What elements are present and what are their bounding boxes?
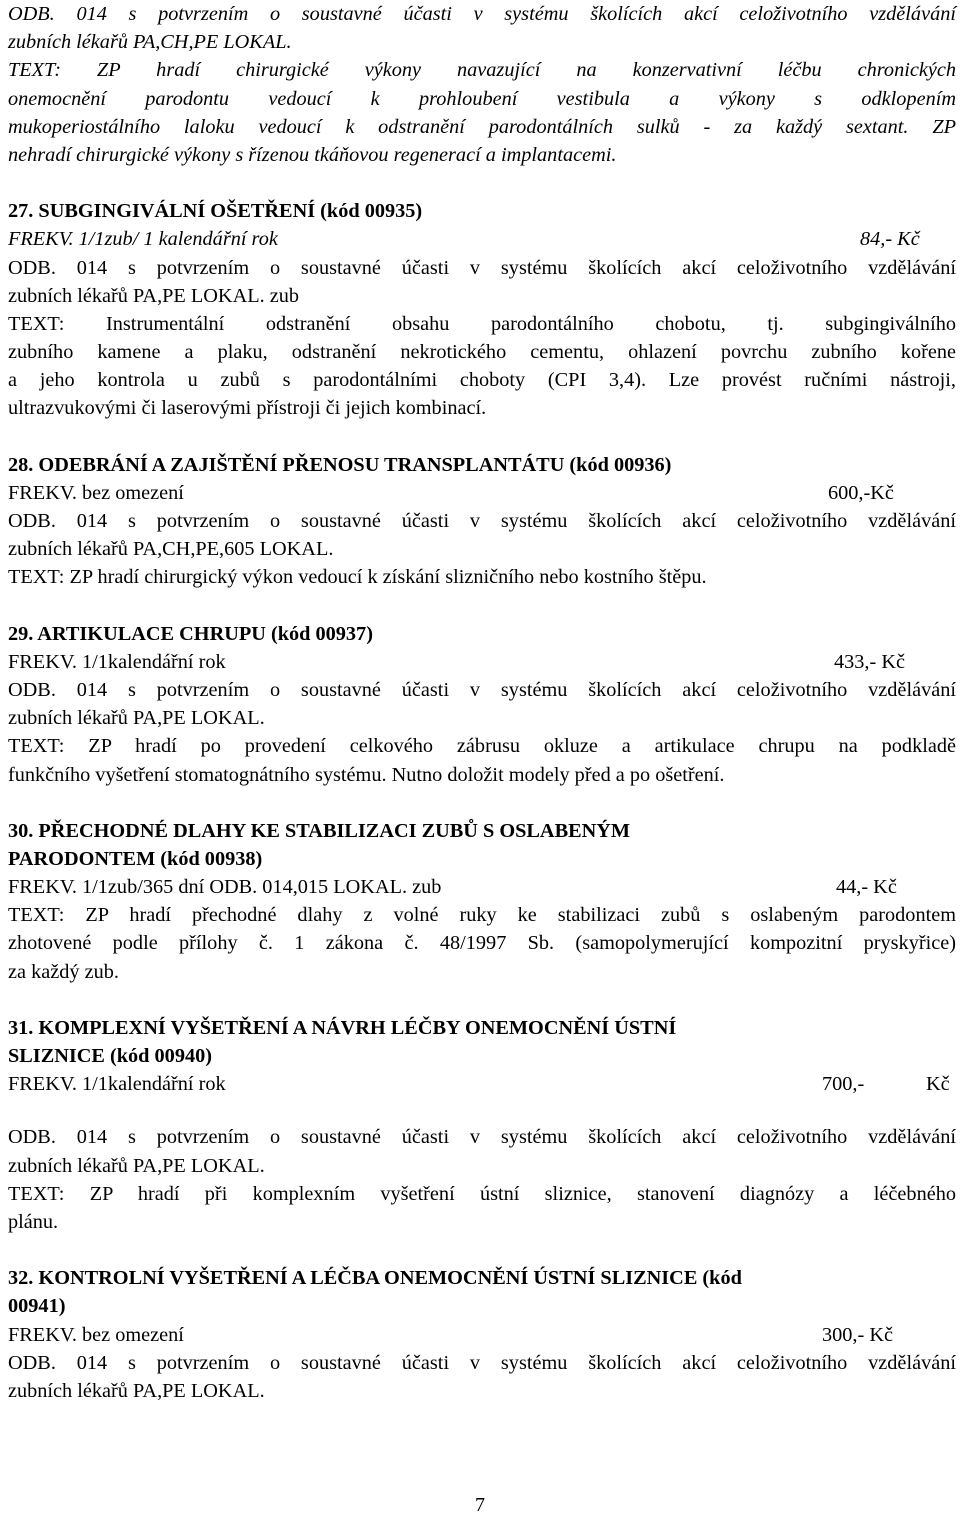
page-number: 7 (475, 1494, 485, 1516)
text-line: zubního kamene a plaku, odstranění nekrotického cementu, ohlazení povrchu zubního kořene (8, 341, 956, 364)
section-heading: 31. KOMPLEXNÍ VYŠETŘENÍ A NÁVRH LÉČBY ONEMOCNĚNÍ ÚSTNÍ (8, 1016, 677, 1039)
odb-line: ODB. 014 s potvrzením o soustavné účasti v systému školících akcí celoživotního vzdělávání (8, 3, 956, 25)
frequency-text: FREKV. 1/1zub/365 dní ODB. 014,015 LOKAL. zub (8, 876, 442, 899)
odb-line: ODB. 014 s potvrzením o soustavné účasti v systému školících akcí celoživotního vzdělávání (8, 256, 956, 279)
section-heading: 27. SUBGINGIVÁLNÍ OŠETŘENÍ (kód 00935) (8, 200, 423, 223)
text-line: TEXT: Instrumentální odstranění obsahu parodontálního chobotu, tj. subgingiválního (8, 312, 956, 335)
frequency-row (8, 1321, 956, 1349)
odb-line: zubních lékařů PA,PE LOKAL. zub (8, 284, 300, 307)
text-line: a jeho kontrola u zubů s parodontálními choboty (CPI 3,4). Lze provést ručními nástroji, (8, 369, 956, 392)
odb-line: zubních lékařů PA,PE LOKAL. (8, 1154, 265, 1177)
odb-line: zubních lékařů PA,PE LOKAL. (8, 707, 265, 730)
text-line: TEXT: ZP hradí chirurgický výkon vedoucí k získání slizničního nebo kostního štěpu. (8, 566, 707, 589)
text-line: nehradí chirurgické výkony s řízenou tkáňovou regenerací a implantacemi. (8, 143, 617, 166)
price: 433,- Kč (834, 650, 905, 673)
frequency-row (8, 479, 956, 507)
text-line: plánu. (8, 1210, 59, 1233)
section-heading: 30. PŘECHODNÉ DLAHY KE STABILIZACI ZUBŮ S OSLABENÝM (8, 819, 631, 842)
frequency-row (8, 873, 956, 901)
odb-line: ODB. 014 s potvrzením o soustavné účasti v systému školících akcí celoživotního vzdělávání (8, 510, 956, 532)
price: 44,- Kč (836, 876, 897, 899)
price: 300,- Kč (822, 1323, 893, 1346)
odb-line: zubních lékařů PA,CH,PE,605 LOKAL. (8, 538, 334, 561)
frequency-text: FREKV. bez omezení (8, 1323, 184, 1346)
frequency-text: FREKV. 1/1kalendářní rok (8, 1073, 226, 1096)
odb-line: ODB. 014 s potvrzením o soustavné účasti v systému školících akcí celoživotního vzdělávání (8, 1351, 956, 1374)
text-line: onemocnění parodontu vedoucí k prohloubení vestibula a výkony s odklopením (8, 87, 956, 110)
text-line: funkčního vyšetření stomatognátního systému. Nutno doložit modely před a po ošetření. (8, 763, 725, 786)
text-line: TEXT: ZP hradí při komplexním vyšetření ústní sliznice, stanovení diagnózy a léčebného (8, 1182, 956, 1205)
text-line: ultrazvukovými či laserovými přístroji či jejich kombinací. (8, 397, 487, 420)
frequency-text: FREKV. bez omezení (8, 481, 184, 504)
section-heading: 32. KONTROLNÍ VYŠETŘENÍ A LÉČBA ONEMOCNĚNÍ ÚSTNÍ SLIZNICE (kód (8, 1267, 742, 1290)
text-line: TEXT: ZP hradí chirurgické výkony navazující na konzervativní léčbu chronických (8, 59, 956, 82)
frequency-row (8, 648, 956, 676)
odb-line: ODB. 014 s potvrzením o soustavné účasti v systému školících akcí celoživotního vzdělávání (8, 1126, 956, 1149)
frequency-row (8, 1070, 956, 1098)
text-line: TEXT: ZP hradí přechodné dlahy z volné ruky ke stabilizaci zubů s oslabeným parodontem (8, 904, 956, 927)
frequency-row (8, 225, 956, 253)
section-heading: SLIZNICE (kód 00940) (8, 1045, 212, 1067)
odb-line: zubních lékařů PA,CH,PE LOKAL. (8, 31, 292, 54)
section-heading: PARODONTEM (kód 00938) (8, 847, 263, 870)
text-line: za každý zub. (8, 960, 119, 983)
price: 84,- Kč (860, 228, 920, 251)
frequency-text: FREKV. 1/1zub/ 1 kalendářní rok (8, 228, 278, 251)
document-page (8, 0, 956, 1405)
section-heading: 28. ODEBRÁNÍ A ZAJIŠTĚNÍ PŘENOSU TRANSPLANTÁTU (kód 00936) (8, 453, 672, 476)
text-line: zhotovené podle přílohy č. 1 zákona č. 48/1997 Sb. (samopolymerující kompozitní pryskyřice) (8, 932, 956, 955)
section-heading: 00941) (8, 1295, 66, 1318)
text-line: mukoperiostálního laloku vedoucí k odstranění parodontálních sulků - za každý sextant. ZP (8, 115, 956, 138)
text-line: TEXT: ZP hradí po provedení celkového zábrusu okluze a artikulace chrupu na podkladě (8, 735, 956, 758)
price: 600,-Kč (828, 481, 894, 504)
frequency-text: FREKV. 1/1kalendářní rok (8, 650, 226, 673)
section-heading: 29. ARTIKULACE CHRUPU (kód 00937) (8, 622, 373, 645)
odb-line: ODB. 014 s potvrzením o soustavné účasti v systému školících akcí celoživotního vzdělávání (8, 678, 956, 701)
price-currency: Kč (926, 1073, 950, 1096)
odb-line: zubních lékařů PA,PE LOKAL. (8, 1379, 265, 1402)
price: 700,- (822, 1073, 865, 1096)
